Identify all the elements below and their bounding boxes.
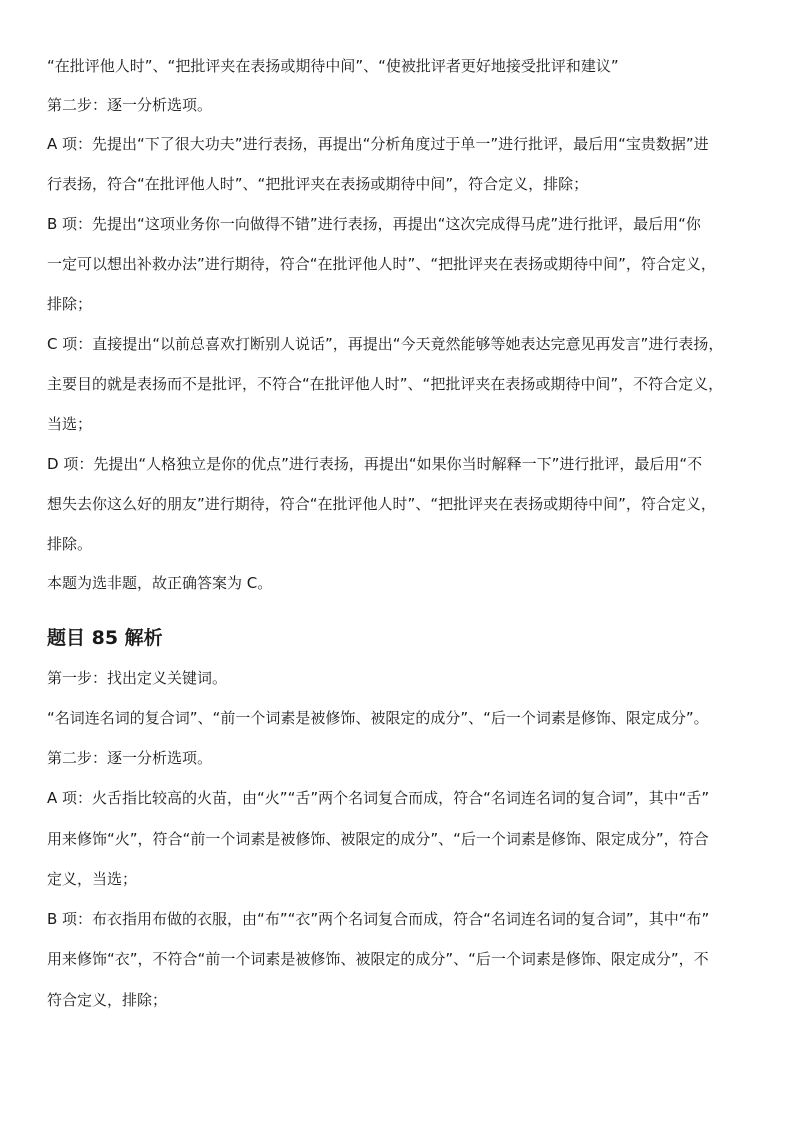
step-two-label: 第二步：逐一分析选项。 bbox=[47, 96, 213, 114]
option-b-line-2: 一定可以想出补救办法”进行期待，符合“在批评他人时”、“把批评夹在表扬或期待中间”，符合定义， bbox=[47, 255, 716, 273]
option-b-line-1: B 项：先提出“这项业务你一向做得不错”进行表扬，再提出“这次完成得马虎”进行批评，最后用“你 bbox=[47, 215, 701, 233]
definition-keywords-line: “在批评他人时”、“把批评夹在表扬或期待中间”、“使被批评者更好地接受批评和建议” bbox=[47, 57, 619, 75]
option-b-line-3: 符合定义，排除； bbox=[47, 991, 168, 1009]
option-c-line-2: 主要目的就是表扬而不是批评，不符合“在批评他人时”、“把批评夹在表扬或期待中间”，不符合定义， bbox=[47, 375, 724, 393]
option-d-line-1: D 项：先提出“人格独立是你的优点”进行表扬，再提出“如果你当时解释一下”进行批评，最后用“不 bbox=[47, 455, 703, 473]
answer-line: 本题为选非题，故正确答案为 C。 bbox=[47, 574, 273, 592]
option-a-line-2: 用来修饰“火”，符合“前一个词素是被修饰、被限定的成分”、“后一个词素是修饰、限定成分”，符合 bbox=[47, 830, 709, 848]
option-a-line-2: 行表扬，符合“在批评他人时”、“把批评夹在表扬或期待中间”，符合定义，排除； bbox=[47, 175, 589, 193]
option-c-line-3: 当选； bbox=[47, 415, 93, 433]
option-a-line-3: 定义，当选； bbox=[47, 870, 138, 888]
option-b-line-2: 用来修饰“衣”，不符合“前一个词素是被修饰、被限定的成分”、“后一个词素是修饰、限定成分”，不 bbox=[47, 950, 709, 968]
option-b-line-3: 排除； bbox=[47, 295, 93, 313]
definition-keywords-line: “名词连名词的复合词”、“前一个词素是被修饰、被限定的成分”、“后一个词素是修饰、限定成分”。 bbox=[47, 709, 709, 727]
step-one-label: 第一步：找出定义关键词。 bbox=[47, 669, 228, 687]
option-a-line-1: A 项：火舌指比较高的火苗，由“火”“舌”两个名词复合而成，符合“名词连名词的复合词”，其中“舌” bbox=[47, 789, 710, 807]
question-85-heading: 题目 85 解析 bbox=[47, 627, 163, 649]
option-d-line-3: 排除。 bbox=[47, 535, 93, 553]
option-c-line-1: C 项：直接提出“以前总喜欢打断别人说话”，再提出“今天竟然能够等她表达完意见再发言”进行表扬， bbox=[47, 335, 724, 353]
option-d-line-2: 想失去你这么好的朋友”进行期待，符合“在批评他人时”、“把批评夹在表扬或期待中间”，符合定义， bbox=[47, 495, 716, 513]
previous-question-analysis bbox=[47, 56, 760, 593]
option-b-line-1: B 项：布衣指用布做的衣服，由“布”“衣”两个名词复合而成，符合“名词连名词的复合词”，其中“布” bbox=[47, 910, 710, 928]
option-a-line-1: A 项：先提出“下了很大功夫”进行表扬，再提出“分析角度过于单一”进行批评，最后用“宝贵数据”进 bbox=[47, 135, 709, 153]
step-two-label: 第二步：逐一分析选项。 bbox=[47, 749, 213, 767]
question-85-analysis bbox=[47, 668, 760, 1010]
